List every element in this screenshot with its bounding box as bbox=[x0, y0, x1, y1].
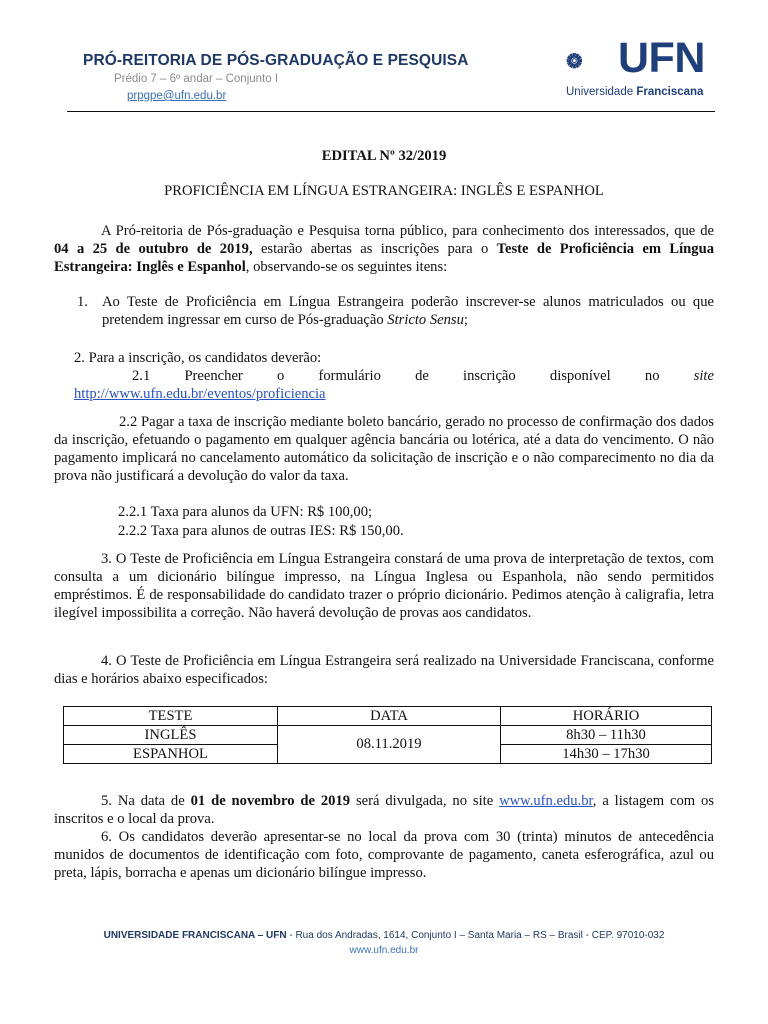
item-5 bbox=[54, 792, 714, 828]
item-2-1-word: site bbox=[693, 368, 714, 384]
item-2-1-word: formulário bbox=[318, 368, 381, 384]
table-cell-date: 08.11.2019 bbox=[278, 726, 501, 764]
item-2-1-word: o bbox=[276, 368, 285, 384]
table-cell-horario: 14h30 – 17h30 bbox=[501, 745, 712, 764]
intro-text-3: , observando-se os seguintes itens: bbox=[245, 259, 448, 275]
item-3: 3. O Teste de Proficiência em Língua Estrangeira constará de uma prova de interpretação de textos, com consulta a um dicionário bilíngue impresso, na Língua Inglesa ou Espanhola, não sendo permitidos empréstimos. É de responsabilidade do candidato trazer o próprio dicionário. Pedimos atenção à caligrafia, letra ilegível impossibilita a correção. Não haverá devolução de provas aos candidatos. bbox=[54, 551, 714, 621]
item-1-text-b: ; bbox=[463, 312, 468, 328]
footer-university: UNIVERSIDADE FRANCISCANA – UFN bbox=[103, 930, 287, 941]
table-header: HORÁRIO bbox=[501, 707, 712, 726]
intro-paragraph bbox=[54, 222, 714, 276]
item-2-1-word: inscrição bbox=[463, 368, 516, 384]
logo-subtitle-prefix: Universidade bbox=[566, 86, 634, 98]
edital-subtitle: PROFICIÊNCIA EM LÍNGUA ESTRANGEIRA: INGLÊS E ESPANHOL bbox=[164, 183, 604, 199]
item-5-text-b: será divulgada, no site bbox=[350, 793, 500, 809]
table-header: DATA bbox=[278, 707, 501, 726]
item-4: 4. O Teste de Proficiência em Língua Estrangeira será realizado na Universidade Franciscana, conforme dias e horários abaixo especificados: bbox=[54, 653, 714, 687]
logo-subtitle bbox=[566, 86, 703, 98]
table-header-row bbox=[64, 707, 712, 726]
item-2-1-word: disponível bbox=[549, 368, 611, 384]
item-5-text-a: 5. Na data de bbox=[101, 793, 191, 809]
item-6: 6. Os candidatos deverão apresentar-se no local da prova com 30 (trinta) minutos de antecedência munidos de documentos de identificação com foto, comprovante de pagamento, caneta esferográfica, azul ou preta, lápis, borracha e apenas um dicionário bilíngue impresso. bbox=[54, 829, 714, 881]
footer-address-text: - Rua dos Andradas, 1614, Conjunto I – Santa Maria – RS – Brasil - CEP. 97010-032 bbox=[286, 930, 665, 941]
intro-text-1: A Pró-reitoria de Pós-graduação e Pesquisa torna público, para conhecimento dos interessados, que de bbox=[101, 223, 714, 239]
footer-address bbox=[0, 930, 768, 941]
intro-text-2: estarão abertas as inscrições para o bbox=[252, 241, 497, 257]
item-5-text-c: , a listagem com os inscritos e o local da prova. bbox=[54, 793, 714, 827]
item-2-2: 2.2 Pagar a taxa de inscrição mediante boleto bancário, gerado no processo de confirmação dos dados da inscrição, efetuando o pagamento em qualquer agência bancária ou lotérica, até a data do vencimento. O não pagamento implicará no cancelamento automático da solicitação de inscrição e o não comparecimento no dia da prova não justificará a devolução do valor da taxa. bbox=[54, 414, 714, 484]
table-cell-teste: INGLÊS bbox=[64, 726, 278, 745]
table-cell-teste: ESPANHOL bbox=[64, 745, 278, 764]
intro-test-name: Teste de Proficiência em Língua Estrangeira: Inglês e Espanhol bbox=[54, 241, 714, 275]
item-2-heading: 2. Para a inscrição, os candidatos deverão: bbox=[74, 350, 322, 366]
logo-subtitle-bold: Franciscana bbox=[636, 86, 704, 98]
item-2-1-word: Preencher bbox=[184, 368, 243, 384]
item-2-2-1: 2.2.1 Taxa para alunos da UFN: R$ 100,00; bbox=[118, 504, 373, 520]
table-cell-horario: 8h30 – 11h30 bbox=[501, 726, 712, 745]
intro-dates: 04 a 25 de outubro de 2019, bbox=[54, 241, 253, 257]
item-1-text bbox=[102, 293, 714, 329]
table-header: TESTE bbox=[64, 707, 278, 726]
item-2-1-word: de bbox=[415, 368, 429, 384]
table-row bbox=[64, 726, 712, 745]
logo-wordmark: UFN bbox=[618, 34, 705, 82]
header-email-link[interactable]: prpgpe@ufn.edu.br bbox=[127, 90, 227, 102]
schedule-table bbox=[63, 706, 712, 764]
item-1 bbox=[77, 293, 714, 329]
item-1-italic: Stricto Sensu bbox=[387, 312, 464, 328]
footer-site-link[interactable]: www.ufn.edu.br bbox=[349, 945, 419, 956]
header-title: PRÓ-REITORIA DE PÓS-GRADUAÇÃO E PESQUISA bbox=[83, 52, 469, 69]
header-address: Prédio 7 – 6º andar – Conjunto I bbox=[114, 73, 279, 85]
item-1-number: 1. bbox=[77, 294, 88, 310]
proficiency-form-link[interactable]: http://www.ufn.edu.br/eventos/proficiencia bbox=[74, 386, 326, 402]
item-2-1-word: no bbox=[644, 368, 660, 384]
item-2-2-2: 2.2.2 Taxa para alunos de outras IES: R$ 150,00. bbox=[118, 523, 404, 539]
ufn-site-link[interactable]: www.ufn.edu.br bbox=[499, 793, 593, 809]
ufn-logo-icon bbox=[566, 38, 616, 88]
item-1-text-a: Ao Teste de Proficiência em Língua Estrangeira poderão inscrever-se alunos matriculados ou que pretendem ingressar em curso de Pós-graduação bbox=[102, 294, 714, 328]
header-divider bbox=[67, 111, 715, 112]
item-5-date: 01 de novembro de 2019 bbox=[190, 793, 351, 809]
item-2-1-word: 2.1 bbox=[132, 368, 151, 384]
edital-title: EDITAL Nº 32/2019 bbox=[321, 148, 447, 164]
item-2-1-line bbox=[132, 367, 714, 385]
